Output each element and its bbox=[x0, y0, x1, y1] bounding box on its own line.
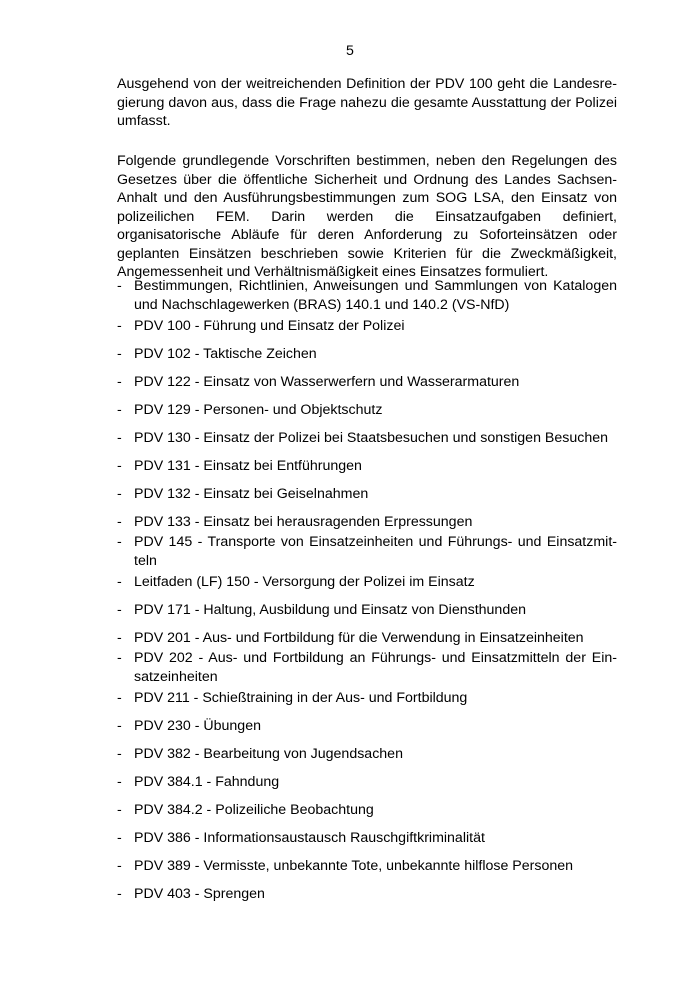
list-item-text: Leitfaden (LF) 150 - Versorgung der Polizei im Einsatz bbox=[134, 574, 475, 590]
list-item-text: Bestimmungen, Richtlinien, Anweisungen und Sammlungen von Katalogen und Nachschlagewerken (BRAS) 140.1 und 140.2 (VS-NfD) bbox=[134, 278, 617, 313]
list-item-text: PDV 100 - Führung und Einsatz der Polizei bbox=[134, 318, 405, 334]
list-item bbox=[117, 573, 617, 592]
list-bullet: - bbox=[117, 374, 122, 390]
list-bullet: - bbox=[117, 802, 122, 818]
list-bullet: - bbox=[117, 430, 122, 446]
list-item bbox=[117, 829, 617, 848]
list-bullet: - bbox=[117, 774, 122, 790]
list-bullet: - bbox=[117, 486, 122, 502]
list-item-text: PDV 382 - Bearbeitung von Jugendsachen bbox=[134, 746, 403, 762]
list-item bbox=[117, 885, 617, 904]
list-item bbox=[117, 533, 617, 570]
list-bullet: - bbox=[117, 402, 122, 418]
list-item bbox=[117, 429, 617, 448]
list-item bbox=[117, 345, 617, 364]
list-bullet: - bbox=[117, 574, 122, 590]
list-bullet: - bbox=[117, 458, 122, 474]
intro-paragraph: Ausgehend von der weitreichenden Definition der PDV 100 geht die Landesregierung davon aus, dass die Frage nahezu die gesamte Ausstattung der Polizei umfasst. bbox=[117, 76, 617, 129]
list-item bbox=[117, 513, 617, 532]
list-item bbox=[117, 649, 617, 686]
regulations-paragraph: Folgende grundlegende Vorschriften bestimmen, neben den Regelungen des Gesetzes über die öffentliche Sicherheit und Ordnung des Landes Sachsen-Anhalt und den Ausführungsbestimmungen zum SOG LSA, den Einsatz von polizeilichen FEM. Darin werden die Einsatzaufgaben definiert, organisatorische Abläufe für deren Anforderung zu Soforteinsätzen oder geplanten Einsätzen beschrieben sowie Kriterien für die Zweckmäßigkeit, Angemessenheit und Verhältnismäßigkeit eines Einsatzes formuliert. bbox=[117, 153, 617, 280]
list-item-text: PDV 389 - Vermisste, unbekannte Tote, unbekannte hilflose Personen bbox=[134, 858, 574, 874]
list-bullet: - bbox=[117, 650, 122, 666]
list-bullet: - bbox=[117, 514, 122, 530]
list-item-text: PDV 130 - Einsatz der Polizei bei Staatsbesuchen und sonstigen Besuchen bbox=[134, 430, 608, 446]
list-bullet: - bbox=[117, 858, 122, 874]
list-item-text: PDV 384.2 - Polizeiliche Beobachtung bbox=[134, 802, 374, 818]
list-item bbox=[117, 277, 617, 314]
list-item bbox=[117, 485, 617, 504]
list-item-text: PDV 230 - Übungen bbox=[134, 718, 261, 734]
list-item-text: PDV 132 - Einsatz bei Geiselnahmen bbox=[134, 486, 369, 502]
list-bullet: - bbox=[117, 830, 122, 846]
list-item-text: PDV 131 - Einsatz bei Entführungen bbox=[134, 458, 362, 474]
list-item bbox=[117, 745, 617, 764]
list-item-text: PDV 211 - Schießtraining in der Aus- und Fortbildung bbox=[134, 690, 468, 706]
list-item bbox=[117, 317, 617, 336]
list-item-text: PDV 102 - Taktische Zeichen bbox=[134, 346, 317, 362]
list-item bbox=[117, 373, 617, 392]
list-bullet: - bbox=[117, 690, 122, 706]
list-item bbox=[117, 601, 617, 620]
list-item bbox=[117, 857, 617, 876]
list-item-text: PDV 403 - Sprengen bbox=[134, 886, 265, 902]
list-item-text: PDV 202 - Aus- und Fortbildung an Führungs- und Einsatzmitteln der Einsatzeinheiten bbox=[134, 650, 617, 685]
list-bullet: - bbox=[117, 886, 122, 902]
list-bullet: - bbox=[117, 278, 122, 294]
page-number: 5 bbox=[346, 43, 354, 59]
list-item-text: PDV 129 - Personen- und Objektschutz bbox=[134, 402, 383, 418]
list-item bbox=[117, 689, 617, 708]
list-bullet: - bbox=[117, 746, 122, 762]
list-item-text: PDV 133 - Einsatz bei herausragenden Erpressungen bbox=[134, 514, 473, 530]
list-item bbox=[117, 457, 617, 476]
list-item-text: PDV 145 - Transporte von Einsatzeinheiten und Führungs- und Einsatzmitteln bbox=[134, 534, 617, 569]
list-bullet: - bbox=[117, 534, 122, 550]
list-item bbox=[117, 401, 617, 420]
list-item bbox=[117, 801, 617, 820]
list-bullet: - bbox=[117, 630, 122, 646]
list-bullet: - bbox=[117, 718, 122, 734]
list-item bbox=[117, 629, 617, 648]
list-bullet: - bbox=[117, 318, 122, 334]
list-item-text: PDV 386 - Informationsaustausch Rauschgiftkriminalität bbox=[134, 830, 485, 846]
list-item bbox=[117, 717, 617, 736]
list-bullet: - bbox=[117, 602, 122, 618]
list-bullet: - bbox=[117, 346, 122, 362]
list-item-text: PDV 201 - Aus- und Fortbildung für die Verwendung in Einsatzeinheiten bbox=[134, 630, 584, 646]
list-item-text: PDV 171 - Haltung, Ausbildung und Einsatz von Diensthunden bbox=[134, 602, 526, 618]
list-item-text: PDV 122 - Einsatz von Wasserwerfern und Wasserarmaturen bbox=[134, 374, 520, 390]
list-item-text: PDV 384.1 - Fahndung bbox=[134, 774, 280, 790]
list-item bbox=[117, 773, 617, 792]
document-body bbox=[117, 75, 617, 282]
